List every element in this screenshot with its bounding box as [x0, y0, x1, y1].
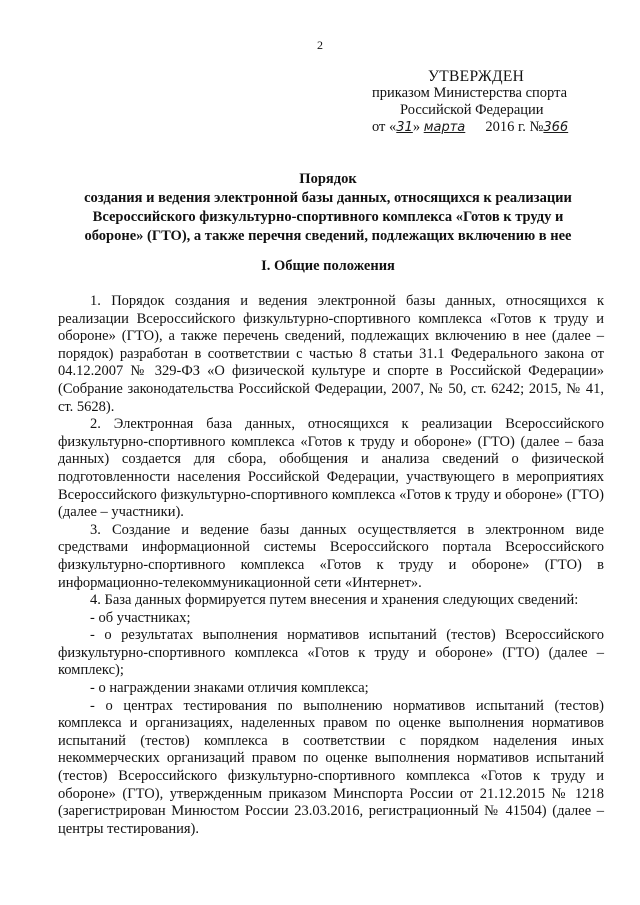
- heading-line-4: обороне» (ГТО), а также перечня сведений, подлежащих включению в нее: [84, 228, 572, 244]
- paragraph-2: 2. Электронная база данных, относящихся к реализации Всероссийского физкультурно-спортивного комплекса «Готов к труду и обороне» (ГТО) (далее – база данных) создается для сбора, обобщения и анализа сведений о физической подготовленности населения Российской Федерации, участвующего в мероприятиях Всероссийского физкультурно-спортивного комплекса «Готов к труду и обороне» (ГТО) (далее – участники).: [58, 416, 604, 521]
- approval-title: УТВЕРЖДЕН: [428, 68, 525, 85]
- paragraph-4: 4. База данных формируется путем внесения и хранения следующих сведений:: [90, 592, 579, 609]
- heading-line-2: создания и ведения электронной базы данных, относящихся к реализации: [84, 190, 572, 206]
- date-mid: »: [412, 119, 421, 135]
- approval-date-line: [360, 119, 610, 136]
- list-item-results: - о результатах выполнения нормативов испытаний (тестов) Всероссийского физкультурно-спортивного комплекса «Готов к труду и обороне» (ГТО) (далее – комплекс);: [58, 627, 604, 679]
- page-number: 2: [317, 38, 323, 52]
- section-title: I. Общие положения: [261, 258, 395, 274]
- date-year: 2016 г. №: [485, 119, 544, 135]
- date-month-handwritten: марта: [423, 120, 466, 135]
- list-item-awards: - о награждении знаками отличия комплекса;: [90, 680, 369, 697]
- document-body: [58, 293, 604, 838]
- paragraph-3: 3. Создание и ведение базы данных осуществляется в электронном виде средствами информационной системы Всероссийского портала Всероссийского физкультурно-спортивного комплекса «Готов к труду и обороне» (ГТО) в информационно-телекоммуникационной сети «Интернет».: [58, 521, 604, 591]
- approval-block: [360, 68, 610, 136]
- list-item-testing-centers: - о центрах тестирования по выполнению нормативов испытаний (тестов) комплекса и организациях, наделенных правом по оценке выполнения нормативов испытаний (тестов) комплекса в соответствии с порядком наделения иных некоммерческих организаций правом по оценке выполнения нормативов испытаний (тестов) Всероссийского физкультурно-спортивного комплекса «Готов к труду и обороне» (ГТО), утвержденным приказом Минспорта России от 21.12.2015 № 1218 (зарегистрирован Минюстом России 23.03.2016, регистрационный № 41504) (далее – центры тестирования).: [58, 697, 604, 837]
- paragraph-1: 1. Порядок создания и ведения электронной базы данных, относящихся к реализации Всероссийского физкультурно-спортивного комплекса «Готов к труду и обороне» (ГТО), а также перечень сведений, подлежащих включению в нее (далее – порядок) разработан в соответствии с частью 8 статьи 31.1 Федерального закона от 04.12.2007 № 329-ФЗ «О физической культуре и спорте в Российской Федерации» (Собрание законодательства Российской Федерации, 2007, № 50, ст. 6242; 2015, № 41, ст. 5628).: [58, 293, 604, 415]
- heading-line-3: Всероссийского физкультурно-спортивного комплекса «Готов к труду и: [92, 209, 564, 225]
- document-heading: [58, 170, 598, 246]
- approval-federation-line: Российской Федерации: [400, 102, 544, 118]
- approval-issuer-line: приказом Министерства спорта: [372, 85, 568, 101]
- list-item-participants: - об участниках;: [90, 609, 191, 626]
- heading-title: Порядок: [299, 171, 357, 187]
- date-day-handwritten: 31: [396, 120, 413, 135]
- order-number-handwritten: 366: [543, 120, 569, 135]
- date-prefix: от «: [372, 119, 397, 135]
